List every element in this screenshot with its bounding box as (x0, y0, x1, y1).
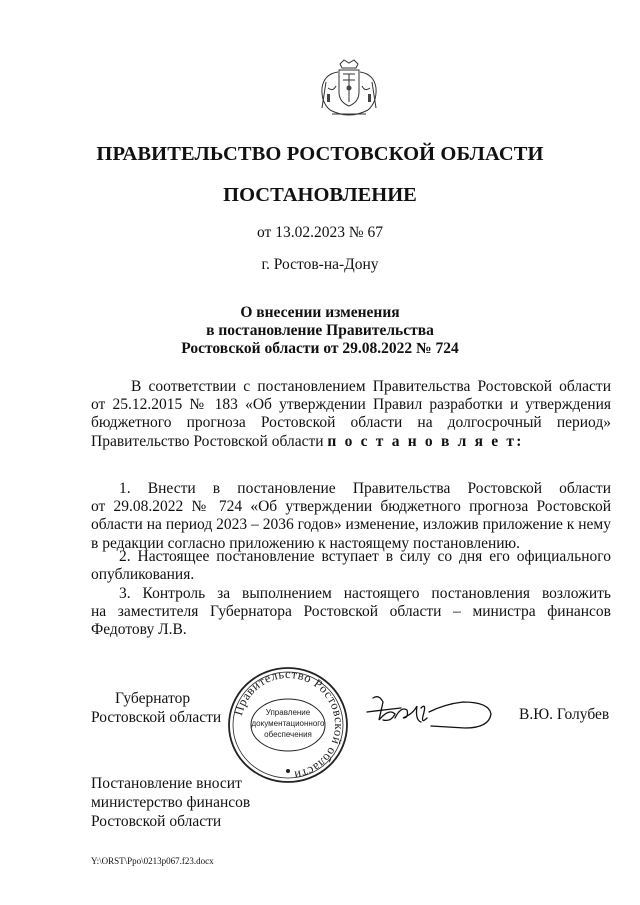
item-line: 1. Внести в постановление Правительства Ростовской области (119, 480, 611, 497)
item-line: от 29.08.2022 № 724 «Об утверждении бюджетного прогноза Ростовской (91, 498, 611, 516)
item-line: 2. Настоящее постановление вступает в силу со дня его официального (119, 548, 611, 565)
file-path: Y:\ORST\Ppo\0213p067.f23.docx (91, 856, 214, 866)
heading-line: Ростовской области от 29.08.2022 № 724 (181, 340, 459, 357)
preamble-line: от 25.12.2015 № 183 «Об утверждении Правил разработки и утверждения (91, 396, 611, 414)
position-line: Ростовской области (91, 709, 222, 726)
item-line: опубликования. (91, 566, 195, 584)
item-line: 3. Контроль за выполнением настоящего постановления возложить (119, 585, 611, 602)
preamble-line-last (91, 433, 611, 451)
official-seal (226, 665, 350, 785)
item-line: Федотову Л.В. (91, 621, 187, 639)
signatory-name: В.Ю. Голубев (519, 706, 610, 723)
item-2 (91, 548, 611, 584)
date-and-number: от 13.02.2023 № 67 (257, 224, 383, 241)
organization-title: ПРАВИТЕЛЬСТВО РОСТОВСКОЙ ОБЛАСТИ (96, 143, 544, 165)
signatory-position (91, 689, 221, 727)
handwritten-signature (365, 688, 495, 736)
seal-inner-line: Управление (265, 708, 311, 717)
preamble-line: бюджетного прогноза Ростовской области на долгосрочный период» (91, 414, 611, 432)
seal-inner-line: обеспечения (264, 730, 312, 739)
item-3 (91, 585, 611, 640)
document-type: ПОСТАНОВЛЕНИЕ (223, 184, 417, 206)
preamble-line: В соответствии с постановлением Правительства Ростовской области (131, 378, 611, 395)
heading-line: в постановление Правительства (206, 322, 434, 339)
item-1 (91, 480, 611, 553)
coat-of-arms-icon (318, 58, 380, 122)
introduced-by-line: Ростовской области (91, 813, 222, 830)
city: г. Ростов-на-Дону (261, 256, 379, 273)
introduced-by (91, 774, 250, 831)
heading-line: О внесении изменения (240, 304, 400, 321)
item-line: области на период 2023 – 2036 годов» изменение, изложив приложение к нему (91, 516, 611, 534)
document-heading (0, 304, 640, 358)
seal-ring-text: Правительство Ростовской области (231, 666, 347, 783)
preamble-line: Правительство Ростовской области (91, 432, 324, 450)
item-line: в редакции согласно приложению к настоящему постановлению. (91, 534, 520, 552)
introduced-by-line: министерство финансов (91, 794, 251, 811)
item-line: на заместителя Губернатора Ростовской области – министра финансов (91, 603, 611, 621)
preamble (91, 378, 611, 451)
position-line: Губернатор (115, 690, 191, 707)
introduced-by-line: Постановление вносит (91, 775, 242, 792)
seal-inner-line: документационного (251, 719, 325, 728)
decree-word: п о с т а н о в л я е т: (327, 432, 524, 450)
